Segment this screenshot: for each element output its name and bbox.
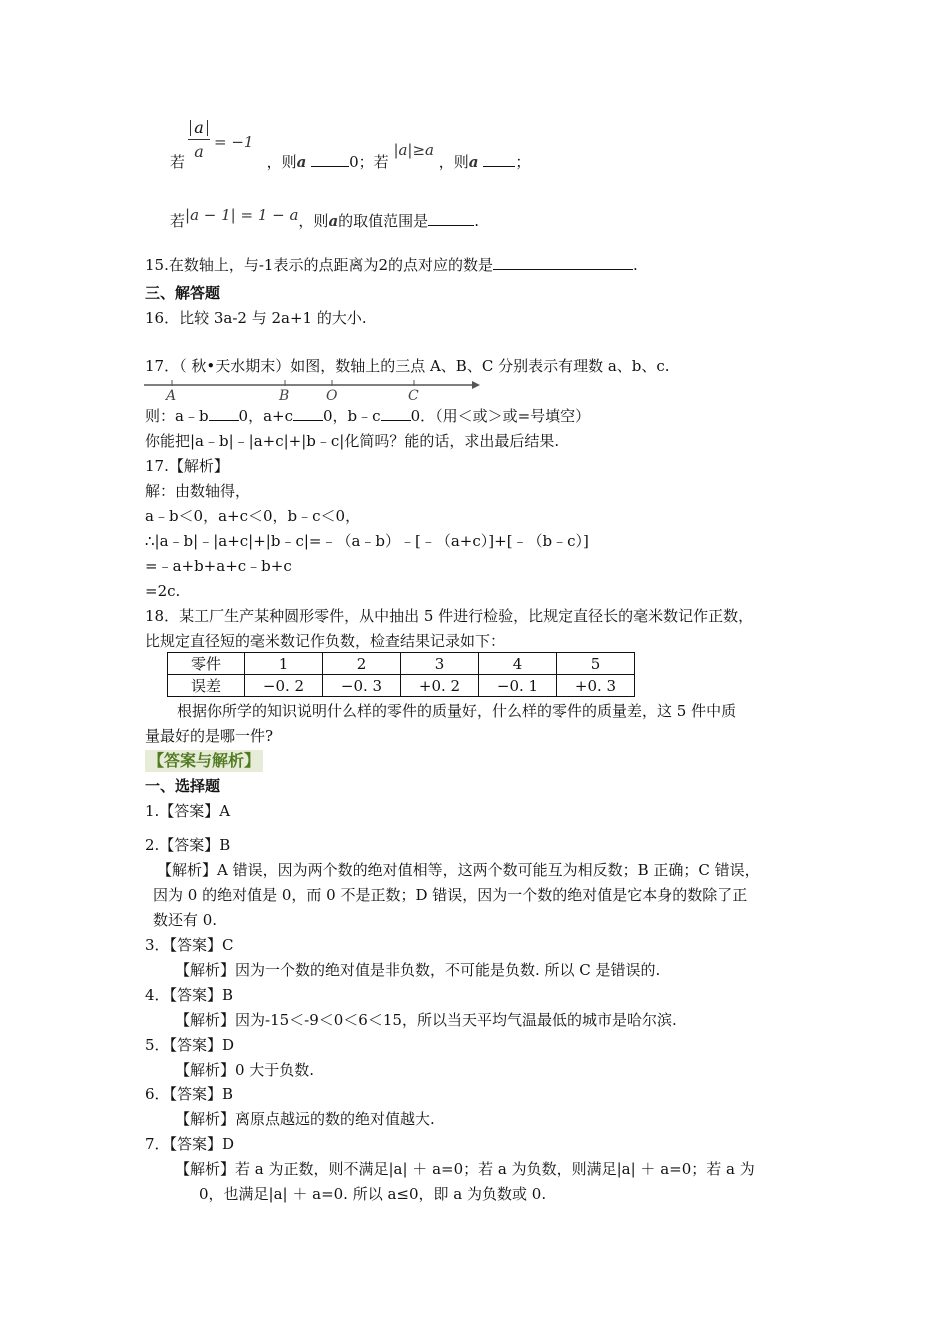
q14-line1 [170,141,531,172]
answer-line: 2.【答案】B [145,836,231,854]
q14-mid1: ，则 [266,153,297,171]
q17-fill-c: 0，b﹣c [323,407,381,425]
question-16: 16．比较 3a-2 与 2a+1 的大小. [145,309,367,327]
section-heading-3: 三、解答题 [145,284,221,302]
table-cell: 2 [323,653,401,675]
answer-line: 【解析】0 大于负数. [175,1061,315,1079]
question-18-line3: 根据你所学的知识说明什么样的零件的质量好，什么样的零件的质量差，这 5 件中质 [177,702,737,720]
answer-blank-1[interactable] [311,152,349,167]
answer-blank-q17-2[interactable] [293,406,323,421]
q17-jiexi-label: 17.【解析】 [145,457,229,475]
question-15 [145,255,638,275]
table-cell: +0. 2 [401,675,479,697]
q14-end: ； [515,153,531,171]
q14-prefix: 若 [170,153,186,171]
answer-line: 6．【答案】B [145,1085,234,1103]
answer-blank-3[interactable] [428,211,474,226]
answer-line: 数还有 0. [153,911,218,929]
answer-line: 4．【答案】B [145,986,234,1004]
table-cell: +0. 3 [557,675,635,697]
q17-solution-line: ∴|a﹣b|﹣|a+c|+|b﹣c|=﹣（a﹣b）﹣[﹣（a+c）]+[﹣（b﹣c）] [145,532,589,550]
table-cell: 5 [557,653,635,675]
q14-mid2: 0；若 [349,153,389,171]
number-line-figure [142,376,482,402]
axis-label-a: A [166,388,177,402]
q14-line2-end: . [474,212,479,230]
error-table [167,652,635,697]
answer-line: 7．【答案】D [145,1135,235,1153]
question-18-line2: 比规定直径短的毫米数记作负数，检查结果记录如下： [145,632,506,650]
answer-blank-q15[interactable] [493,255,633,270]
axis-label-o: O [326,388,338,402]
answer-line: 3．【答案】C [145,936,234,954]
q17-solution-line: 解：由数轴得， [145,482,251,500]
q17-fill-a: 则：a﹣b [145,407,209,425]
answer-line: 0，也满足|a| ＋ a=0. 所以 a≤0，即 a 为负数或 0. [199,1185,547,1203]
q17-solution-line: a﹣b＜0，a+c＜0，b﹣c＜0， [145,507,361,525]
axis-arrow [472,381,480,389]
answer-line: 【解析】若 a 为正数，则不满足|a| ＋ a=0；若 a 为负数，则满足|a| ＋ a=0；若 a 为 [175,1160,755,1178]
axis-label-b: B [279,388,290,402]
table-row [168,675,635,697]
table-cell: −0. 2 [245,675,323,697]
table-cell: −0. 3 [323,675,401,697]
q15-end: . [633,256,638,274]
q17-fill-d: 0．（用＜或＞或=号填空） [410,407,591,425]
table-cell: 4 [479,653,557,675]
abs-equation: |a − 1| = 1 − a [185,206,299,224]
question-17-title: 17．（ 秋•天水期末）如图，数轴上的三点 A、B、C 分别表示有理数 a、b、c. [145,357,670,375]
q14-line2 [170,206,479,231]
table-cell: 1 [245,653,323,675]
fraction-denominator: a [194,142,204,161]
var-a: a [328,212,339,230]
q14-line2-prefix: 若 [170,212,186,230]
answer-line: 【解析】A 错误，因为两个数的绝对值相等，这两个数可能互为相反数；B 正确；C 错误， [157,861,760,879]
q14-mid3: ，则 [438,153,469,171]
question-17-simplify: 你能把|a﹣b|﹣|a+c|+|b﹣c|化简吗？能的话，求出最后结果. [145,432,560,450]
answer-line: 【解析】离原点越远的数的绝对值越大. [175,1110,435,1128]
fraction-numerator: a [190,120,208,136]
answers-section-1: 一、选择题 [145,777,221,795]
answer-line: 【解析】因为一个数的绝对值是非负数，不可能是负数. 所以 C 是错误的. [175,961,661,979]
fraction-rhs: = −1 [214,133,254,151]
table-cell: 3 [401,653,479,675]
table-cell: 零件 [168,653,245,675]
answer-blank-q17-1[interactable] [209,406,239,421]
q15-text: 15.在数轴上，与-1表示的点距离为2的点对应的数是 [145,256,494,274]
question-17-fill [145,406,590,426]
answer-blank-q17-3[interactable] [381,406,411,421]
question-18-line1: 18．某工厂生产某种圆形零件，从中抽出 5 件进行检验，比规定直径长的毫米数记作正数， [145,607,754,625]
fraction-bar [188,139,210,140]
table-row [168,653,635,675]
table-cell: 误差 [168,675,245,697]
q14-line2-tail: 的取值范围是 [338,212,429,230]
axis-label-c: C [408,388,419,402]
answer-line: 因为 0 的绝对值是 0，而 0 不是正数；D 错误，因为一个数的绝对值是它本身的数除了正 [153,886,748,904]
answer-line: 【解析】因为-15＜-9＜0＜6＜15，所以当天平均气温最低的城市是哈尔滨. [175,1011,677,1029]
var-a: a [468,153,479,171]
answer-line: 1.【答案】A [145,802,231,820]
table-cell: −0. 1 [479,675,557,697]
answer-line: 5．【答案】D [145,1036,235,1054]
q17-solution-line: =﹣a+b+a+c﹣b+c [145,557,292,575]
question-18-line4: 量最好的是哪一件? [145,727,274,745]
q17-fill-b: 0，a+c [238,407,294,425]
q17-solution-line: =2c. [145,582,181,600]
answers-section-title: 【答案与解析】 [145,750,263,772]
abs-inequality: |a|≥a [393,141,434,159]
var-a: a [296,153,307,171]
q14-line2-mid: ，则 [298,212,329,230]
answer-blank-2[interactable] [483,152,515,167]
